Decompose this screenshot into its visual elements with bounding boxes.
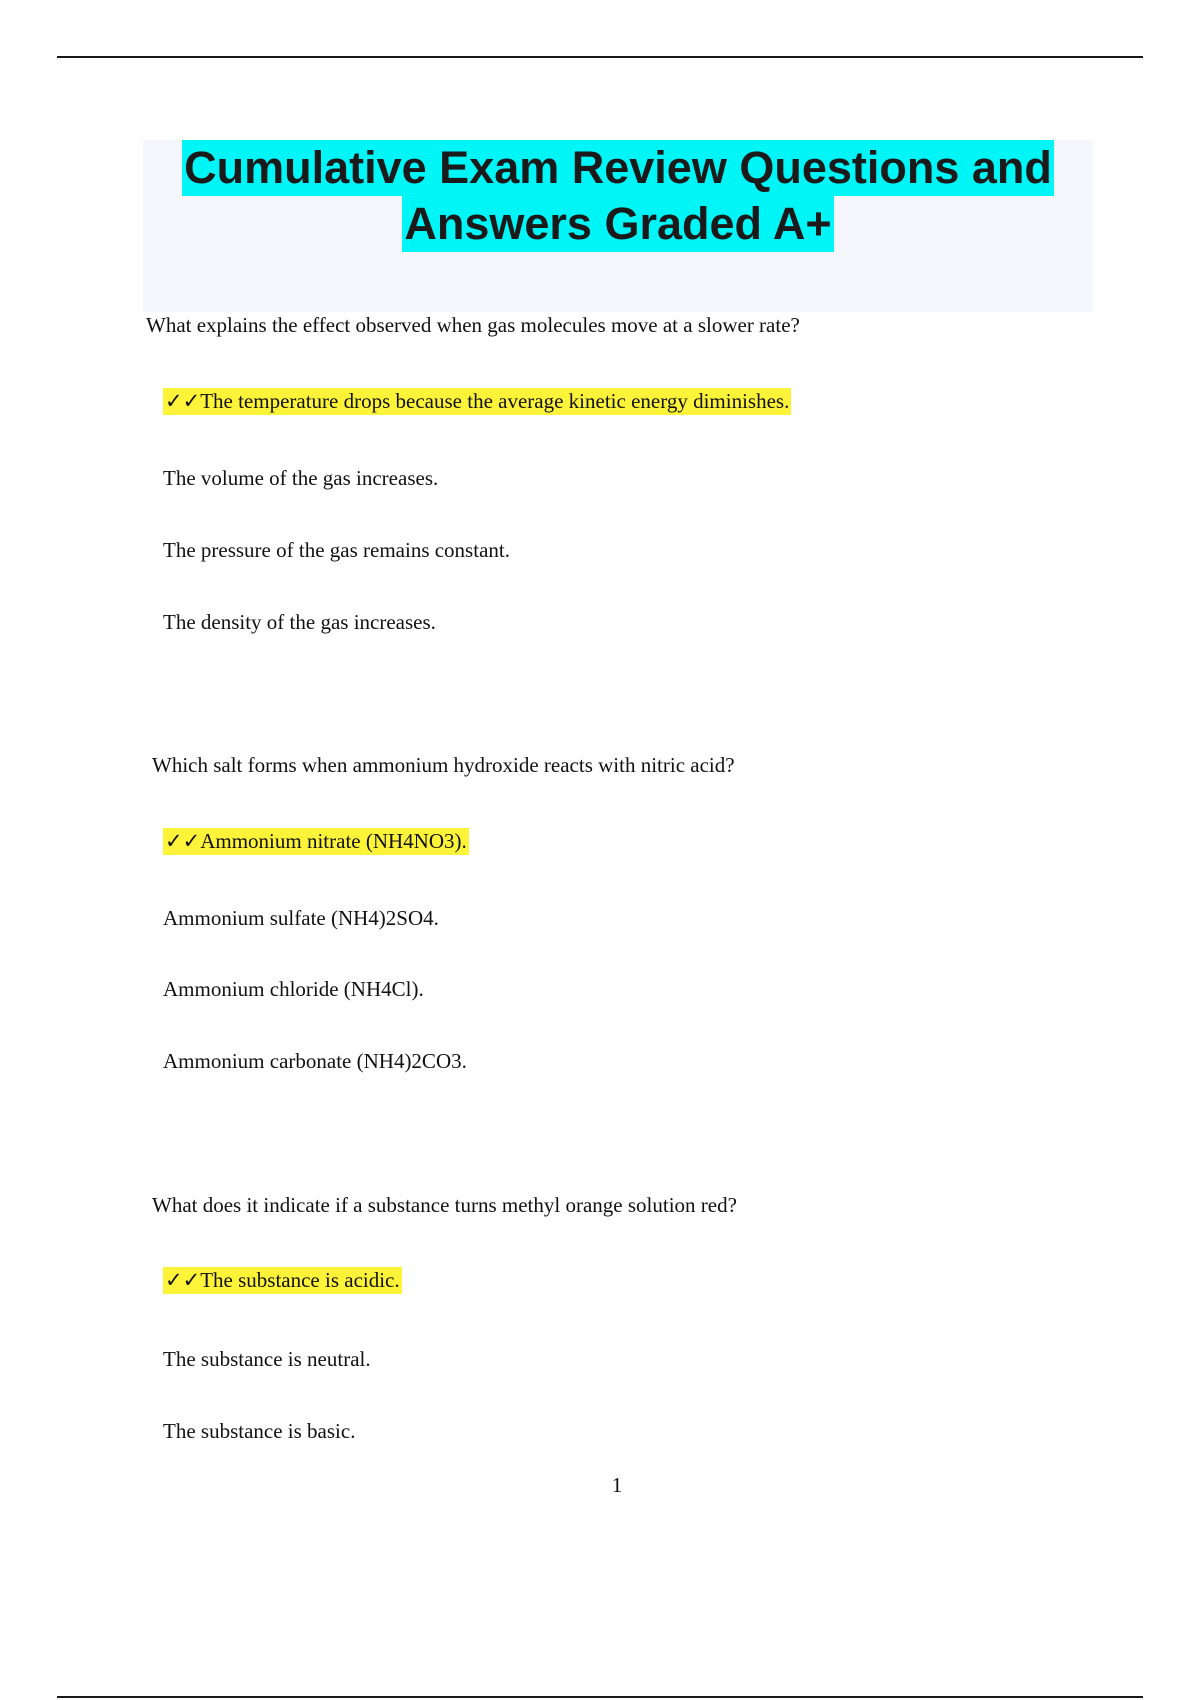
question-1: What explains the effect observed when gas molecules move at a slower rate? [146,313,800,337]
question-2-option-4: Ammonium carbonate (NH4)2CO3. [163,1049,467,1073]
question-1-correct-answer [163,388,791,414]
question-1-option-2: The volume of the gas increases. [163,466,439,490]
question-2-correct-answer [163,828,469,854]
question-3-correct-answer [163,1267,402,1293]
bottom-rule [57,1696,1143,1698]
double-check-icon: ✓✓ [165,829,201,853]
top-rule [57,56,1143,58]
answer-highlight [163,388,791,415]
title-line-1: Cumulative Exam Review Questions and [182,140,1054,196]
answer-text: Ammonium nitrate (NH4NO3). [200,829,467,853]
answer-highlight [163,828,469,855]
title-line-2: Answers Graded A+ [402,196,833,252]
question-1-option-4: The density of the gas increases. [163,610,436,634]
question-3-option-3: The substance is basic. [163,1419,356,1443]
question-2-option-2: Ammonium sulfate (NH4)2SO4. [163,906,439,930]
double-check-icon: ✓✓ [165,1268,201,1292]
question-1-option-3: The pressure of the gas remains constant. [163,538,510,562]
question-3: What does it indicate if a substance turns methyl orange solution red? [152,1193,737,1217]
answer-text: The substance is acidic. [200,1268,400,1292]
double-check-icon: ✓✓ [165,389,201,413]
answer-text: The temperature drops because the average kinetic energy diminishes. [200,389,790,413]
question-2: Which salt forms when ammonium hydroxide reacts with nitric acid? [152,753,735,777]
document-title [143,140,1093,252]
page-number: 1 [611,1473,623,1497]
answer-highlight [163,1267,402,1294]
question-3-option-2: The substance is neutral. [163,1347,371,1371]
question-2-option-3: Ammonium chloride (NH4Cl). [163,977,424,1001]
title-block [143,140,1093,312]
